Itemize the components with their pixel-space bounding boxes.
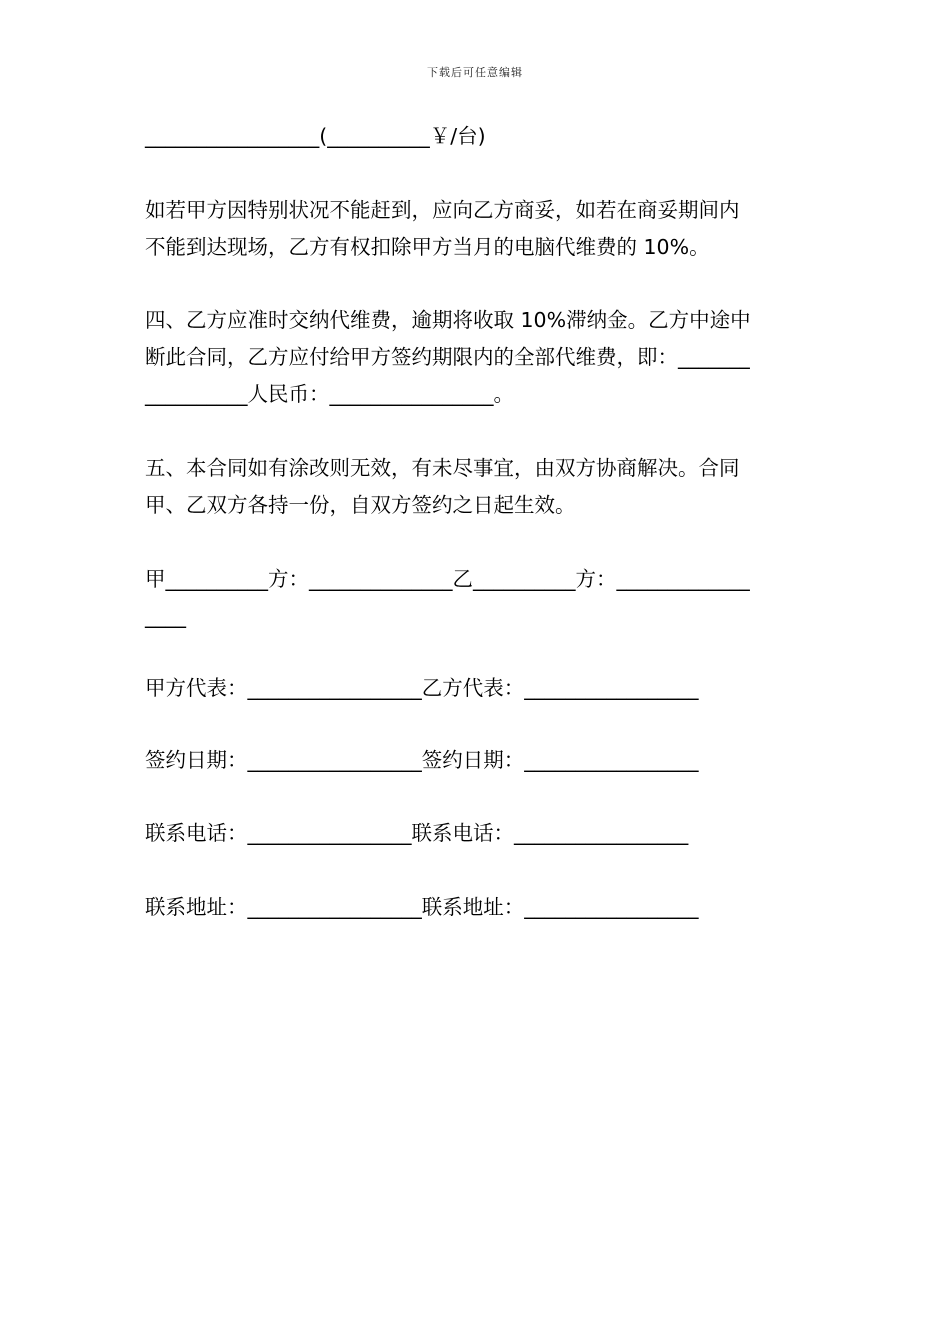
- clause-four-line-3: __________人民币：________________。: [145, 382, 514, 406]
- clause-five-line-1: 五、本合同如有涂改则无效，有未尽事宜，由双方协商解决。合同: [145, 456, 740, 480]
- clause-four-line-2: 断此合同，乙方应付给甲方签约期限内的全部代维费，即：_______: [145, 345, 750, 369]
- phones-line: 联系电话：________________联系电话：_________________: [145, 821, 689, 845]
- parties-line-2: ____: [145, 604, 186, 628]
- absence-paragraph-line-1: 如若甲方因特别状况不能赶到，应向乙方商妥，如若在商妥期间内: [145, 198, 740, 222]
- absence-paragraph-line-2: 不能到达现场，乙方有权扣除甲方当月的电脑代维费的 10%。: [145, 235, 710, 259]
- price-per-unit-line: _________________(__________￥/台): [145, 124, 486, 148]
- parties-line-1: 甲__________方：______________乙__________方：_____________: [145, 567, 750, 591]
- clause-five-line-2: 甲、乙双方各持一份，自双方签约之日起生效。: [145, 493, 576, 517]
- sign-dates-line: 签约日期：_________________签约日期：_________________: [145, 748, 699, 772]
- addresses-line: 联系地址：_________________联系地址：_________________: [145, 895, 699, 919]
- representatives-line: 甲方代表：_________________乙方代表：_________________: [145, 676, 699, 700]
- clause-four-line-1: 四、乙方应准时交纳代维费，逾期将收取 10%滞纳金。乙方中途中: [145, 308, 751, 332]
- page-header: 下载后可任意编辑: [427, 66, 523, 79]
